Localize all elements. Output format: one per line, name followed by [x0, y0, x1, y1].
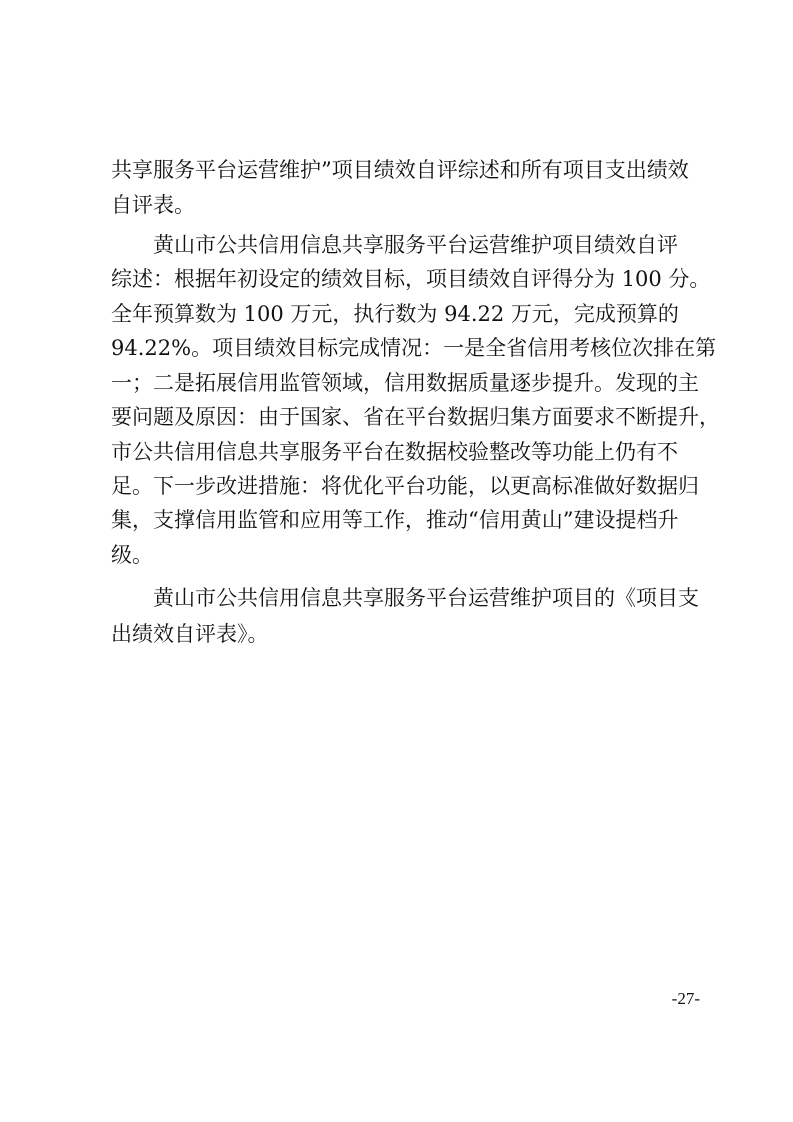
- paragraph-1-line-2: 自评表。: [111, 193, 195, 217]
- paragraph-2-line-10: 级。: [111, 543, 153, 567]
- paragraph-1-line-1: 共享服务平台运营维护”项目绩效自评综述和所有项目支出绩效: [111, 158, 689, 182]
- paragraph-3-line-2: 出绩效自评表》。: [111, 622, 269, 646]
- page-number: -27-: [671, 989, 700, 1008]
- paragraph-2-line-1: 黄山市公共信用信息共享服务平台运营维护项目绩效自评: [111, 233, 678, 257]
- paragraph-2-line-6: 要问题及原因：由于国家、省在平台数据归集方面要求不断提升，: [111, 405, 720, 429]
- paragraph-2-line-2: 综述：根据年初设定的绩效目标，项目绩效自评得分为 100 分。: [111, 267, 711, 291]
- paragraph-2-line-3: 全年预算数为 100 万元，执行数为 94.22 万元，完成预算的: [111, 302, 679, 326]
- paragraph-2-line-9: 集，支撑信用监管和应用等工作，推动“信用黄山”建设提档升: [111, 508, 679, 532]
- paragraph-2-line-8: 足。下一步改进措施：将优化平台功能，以更高标准做好数据归: [111, 474, 699, 498]
- paragraph-2-line-7: 市公共信用信息共享服务平台在数据校验整改等功能上仍有不: [111, 440, 678, 464]
- paragraph-2-line-5: 一；二是拓展信用监管领域，信用数据质量逐步提升。发现的主: [111, 371, 699, 395]
- paragraph-3-line-1: 黄山市公共信用信息共享服务平台运营维护项目的《项目支: [111, 586, 699, 610]
- paragraph-2-line-4: 94.22%。项目绩效目标完成情况：一是全省信用考核位次排在第: [111, 336, 717, 360]
